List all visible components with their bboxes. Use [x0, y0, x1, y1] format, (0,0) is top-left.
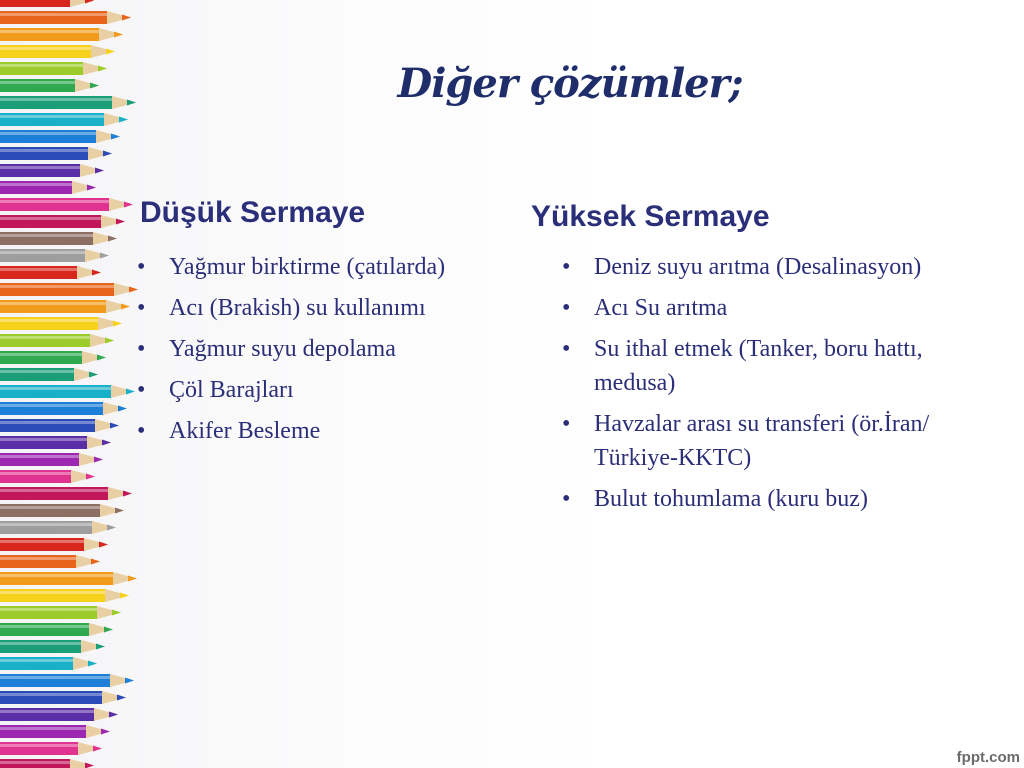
pencil [0, 521, 116, 534]
pencil [0, 130, 120, 143]
high-capital-heading: Yüksek Sermaye [531, 200, 770, 233]
pencil [0, 266, 101, 279]
pencil [0, 164, 104, 177]
pencil [0, 351, 106, 364]
pencil [0, 385, 135, 398]
watermark: fppt.com [956, 749, 1020, 766]
list-item: • Havzalar arası su transferi (ör.İran/ Türkiye-KKTC) [560, 407, 940, 475]
pencil [0, 45, 115, 58]
pencil [0, 402, 127, 415]
list-item: • Deniz suyu arıtma (Desalinasyon) [560, 250, 940, 284]
high-capital-list [560, 250, 940, 523]
list-item: • Acı (Brakish) su kullanımı [135, 291, 515, 325]
pencil [0, 572, 137, 585]
pencil [0, 708, 118, 721]
pencil [0, 538, 108, 551]
pencil [0, 555, 100, 568]
pencil [0, 742, 102, 755]
list-item: • Akifer Besleme [135, 414, 515, 448]
pencil [0, 215, 125, 228]
pencil [0, 436, 111, 449]
pencil [0, 623, 113, 636]
pencil [0, 62, 107, 75]
pencil [0, 113, 128, 126]
pencil [0, 606, 121, 619]
list-item: • Bulut tohumlama (kuru buz) [560, 482, 940, 516]
pencil [0, 317, 122, 330]
pencil [0, 147, 112, 160]
pencil [0, 759, 94, 768]
list-item: • Su ithal etmek (Tanker, boru hattı, medusa) [560, 332, 940, 400]
list-item: • Çöl Barajları [135, 373, 515, 407]
pencil [0, 249, 109, 262]
pencil [0, 589, 129, 602]
low-capital-list [135, 250, 515, 455]
pencil [0, 300, 130, 313]
colored-pencils-image [0, 0, 140, 768]
pencil [0, 198, 133, 211]
pencil [0, 419, 119, 432]
list-item: • Acı Su arıtma [560, 291, 940, 325]
pencil [0, 181, 96, 194]
pencil [0, 504, 124, 517]
pencil [0, 368, 98, 381]
pencil [0, 725, 110, 738]
pencil [0, 96, 136, 109]
list-item: • Yağmur birktirme (çatılarda) [135, 250, 515, 284]
pencil [0, 674, 134, 687]
list-item: • Yağmur suyu depolama [135, 332, 515, 366]
pencil [0, 79, 99, 92]
pencil [0, 487, 132, 500]
low-capital-heading: Düşük Sermaye [140, 196, 366, 229]
pencil [0, 470, 95, 483]
pencil [0, 283, 138, 296]
pencil [0, 453, 103, 466]
pencil [0, 657, 97, 670]
slide-title: Diğer çözümler; [397, 60, 743, 107]
pencil [0, 232, 117, 245]
pencil [0, 11, 131, 24]
pencil [0, 691, 126, 704]
pencil [0, 640, 105, 653]
pencil [0, 334, 114, 347]
pencil [0, 0, 94, 7]
pencil [0, 28, 123, 41]
